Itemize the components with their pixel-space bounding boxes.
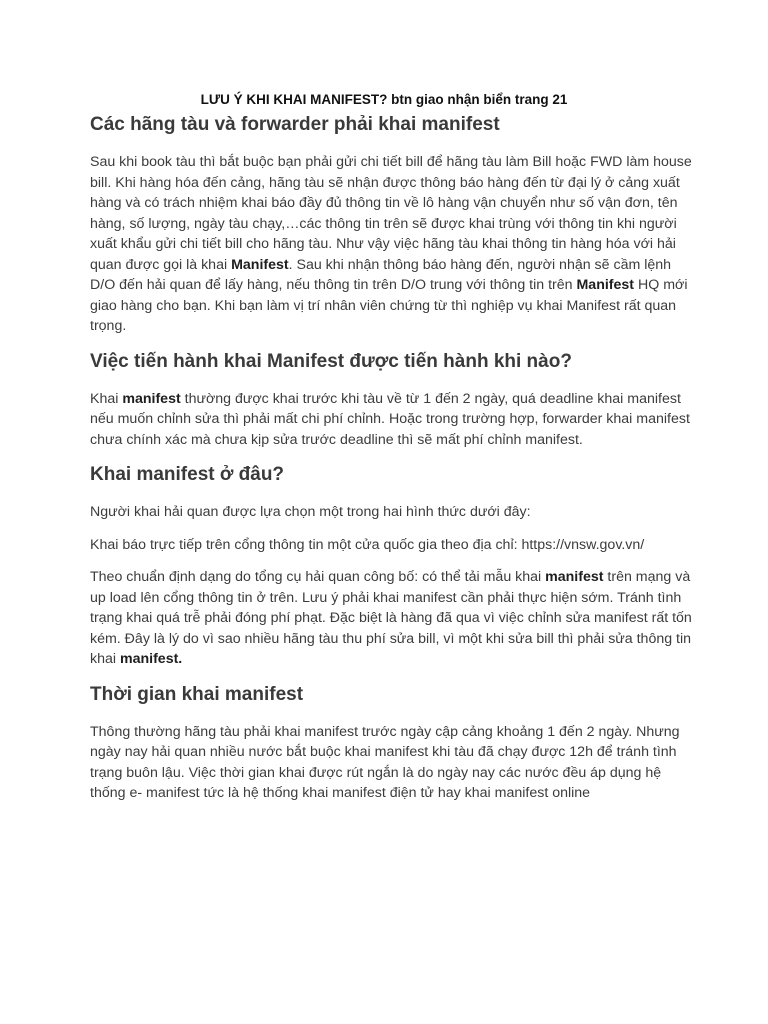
text-run: trên mạng và up load lên cổng thông tin ở trên. Lưu ý phải khai manifest cần phải thực hiện sớm. Tránh tình trạng khai quá trễ phải đóng phí phạt. Đặc biệt là hàng đã qua vì việc chỉnh sửa manifest rất tốn kém. Đây là lý do vì sao nhiều hãng tàu thu phí sửa bill, vì một khi sửa bill thì phải sửa thông tin khai [90,569,692,667]
document-title: LƯU Ý KHI KHAI MANIFEST? btn giao nhận biển trang 21 [200,92,568,107]
text-run: Theo chuẩn định dạng do tổng cụ hải quan công bố: có thể tải mẫu khai [90,569,546,585]
text-run: . Sau khi nhận thông báo hàng đến, người nhận sẽ cầm lệnh D/O đến hải quan để lấy hàng, nếu thông tin trên D/O trung với thông tin trên [90,256,672,293]
paragraph [90,567,700,670]
section-heading: Thời gian khai manifest [90,683,304,705]
document-body [90,112,700,816]
text-run: HQ mới giao hàng cho bạn. Khi bạn làm vị trí nhân viên chứng từ thì nghiệp vụ khai Manifest rất quan trọng. [90,277,688,334]
paragraph [90,722,700,804]
section-heading: Việc tiến hành khai Manifest được tiến hành khi nào? [90,350,572,372]
text-run: Người khai hải quan được lựa chọn một trong hai hình thức dưới đây: [90,504,531,520]
bold-term: manifest [545,569,604,585]
text-run: Khai báo trực tiếp trên cổng thông tin một cửa quốc gia theo địa chỉ: https://vnsw.gov.vn/ [90,536,645,553]
text-run: thường được khai trước khi tàu về từ 1 đến 2 ngày, quá deadline khai manifest nếu muốn chỉnh sửa thì phải mất chi phí chỉnh. Hoặc trong trường hợp, forwarder khai manifest chưa chính xác mà chưa kịp sửa trước deadline thì sẽ mất phí chỉnh manifest. [90,390,690,448]
bold-term: Manifest [231,256,289,273]
paragraph [90,389,700,451]
section-heading: Khai manifest ở đâu? [90,464,285,485]
section-timing [90,682,700,804]
bold-term: Manifest [576,277,635,293]
paragraph [90,152,700,337]
paragraph [90,535,700,556]
bold-term: manifest. [119,651,183,667]
text-run: Sau khi book tàu thì bắt buộc bạn phải gửi chi tiết bill để hãng tàu làm Bill hoặc FWD làm house bill. Khi hàng hóa đến cảng, hãng tàu sẽ nhận được thông báo hàng đến từ đại lý ở cảng xuất hàng và có trách nhiệm khai báo đầy đủ thông tin về lô hàng vận chuyển như số vận đơn, tên hàng, số lượng, ngày tàu chạy,…các thông tin trên sẽ được khai trùng với thông tin khi người xuất khẩu gửi chi tiết bill cho hãng tàu. Như vậy việc hãng tàu khai thông tin hàng hóa với hải quan được gọi là khai [90,154,692,273]
section-shipping-lines [90,112,700,337]
text-run: Thông thường hãng tàu phải khai manifest trước ngày cập cảng khoảng 1 đến 2 ngày. Nhưng ngày nay hải quan nhiều nước bắt buộc khai manifest khi tàu đã chạy được 12h để tránh tình trạng buôn lậu. Việc thời gian khai được rút ngắn là do ngày nay các nước đều áp dụng hệ thống e- manifest tức là hệ thống khai manifest điện tử hay khai manifest online [90,723,680,801]
section-heading: Các hãng tàu và forwarder phải khai manifest [90,114,500,135]
paragraph [90,502,700,523]
section-where [90,462,700,670]
section-when [90,349,700,451]
text-run: Khai [90,390,123,407]
bold-term: manifest [122,390,181,407]
